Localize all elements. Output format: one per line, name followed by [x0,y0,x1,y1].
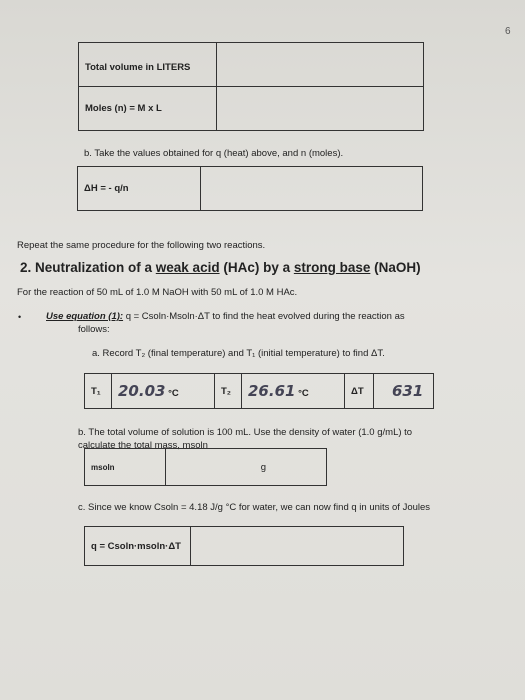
section-heading [20,260,421,275]
delta-h-table [77,166,423,211]
step-c-instruction: c. Since we know Csoln = 4.18 J/g °C for water, we can now find q in units of Joules [78,502,431,513]
delta-h-label: ΔH = - q/n [78,167,201,211]
step-b2-line2: calculate the total mass, msoln [78,440,208,451]
step-b2-line1: b. The total volume of solution is 100 mL. Use the density of water (1.0 g/mL) to [78,427,413,438]
msoln-label: msoln [85,449,166,486]
heading-weak: weak acid [155,260,220,275]
msoln-table [84,448,327,486]
heading-middle: (HAc) by a [219,260,294,275]
heading-prefix: 2. Neutralization of a [20,260,156,275]
use-equation-cont: follows: [78,324,110,335]
use-equation-formula: q = Csoln·Msoln·ΔT to find the heat evolved during the reaction as [123,311,405,322]
t1-handwritten: 20.03 [118,382,166,400]
use-equation-line [46,311,405,322]
dt-label: ΔT [345,374,374,409]
moles-answer[interactable] [217,87,424,131]
moles-label: Moles (n) = M x L [79,87,217,131]
delta-h-answer[interactable] [201,167,423,211]
heading-strong: strong base [293,260,371,275]
t1-label: T₁ [85,374,112,409]
t2-unit: °C [298,388,309,399]
step-a-instruction: a. Record T₂ (final temperature) and T₁ (initial temperature) to find ΔT. [92,348,385,359]
dt-handwritten: 631 [392,382,424,400]
bullet-icon: • [18,312,22,322]
q-answer[interactable] [191,527,404,566]
temperature-table [84,373,434,409]
total-volume-answer[interactable] [217,43,424,87]
reaction-description: For the reaction of 50 mL of 1.0 M NaOH with 50 mL of 1.0 M HAc. [17,287,298,298]
t2-value[interactable] [242,374,345,409]
t2-label: T₂ [215,374,242,409]
t1-unit: °C [168,388,179,399]
t1-value[interactable] [112,374,215,409]
dt-value[interactable] [374,374,434,409]
total-volume-label: Total volume in LITERS [79,43,217,87]
t2-handwritten: 26.61 [248,382,296,400]
use-equation-label: Use equation (1): [46,311,124,322]
page-number: 6 [505,26,511,37]
q-table [84,526,404,566]
repeat-instruction: Repeat the same procedure for the following two reactions. [17,240,266,251]
step-b-instruction: b. Take the values obtained for q (heat) above, and n (moles). [84,148,344,159]
heading-suffix: (NaOH) [370,260,421,275]
q-formula-label: q = Csoln·msoln·ΔT [85,527,191,566]
volume-moles-table [78,42,424,131]
msoln-unit: g [166,449,327,486]
